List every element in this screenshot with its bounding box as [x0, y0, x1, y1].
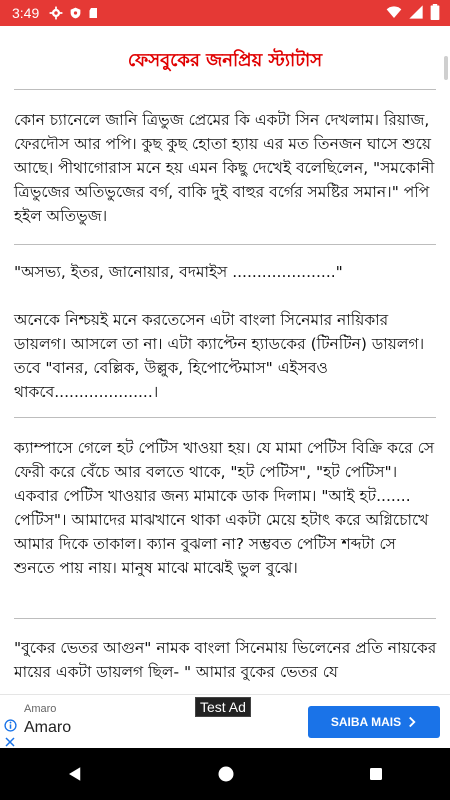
- back-icon[interactable]: [66, 765, 84, 783]
- navigation-bar: [0, 748, 450, 800]
- post-text: "বুকের ভেতর আগুন" নামক বাংলা সিনেমায় ভিলেনের প্রতি নায়কের মায়ের একটা ডায়লগ ছিল- " আমার বুকের ভেতর যে: [14, 639, 437, 681]
- divider: [14, 417, 436, 418]
- status-bar: [0, 0, 450, 26]
- ad-name[interactable]: Amaro: [24, 719, 72, 736]
- post-text: ক্যাম্পাসে গেলে হট পেটিস খাওয়া হয়। যে মামা পেটিস বিক্রি করে সে ফেরী করে বেঁচে আর বলতে থাকে, "হট পেটিস", "হট পেটিস"। একবার পেটিস খাওয়ার জন্য মামাকে ডাক দিলাম। "আই হট....... পেটিস"। আমাদের মাঝখানে থাকা একটা মেয়ে হটাৎ করে অগ্নিচোখে আমার দিকে তাকাল। ক্যান বুঝলা না? সম্ভবত পেটিস শব্দটা সে শুনতে পায় নায়। মানুষ মাঝে মাঝেই ভুল বুঝে।: [14, 439, 435, 577]
- signal-icon: [408, 4, 424, 20]
- post-item[interactable]: [14, 108, 438, 228]
- divider: [14, 618, 436, 619]
- page-title: ফেসবুকের জনপ্রিয় স্ট্যাটাস: [127, 50, 323, 71]
- content-scroll-area[interactable]: [0, 26, 450, 694]
- ad-small-label: Amaro: [24, 703, 57, 715]
- divider: [14, 89, 436, 90]
- sd-card-icon: [88, 6, 100, 20]
- post-item[interactable]: [14, 436, 438, 580]
- battery-icon: [430, 4, 440, 20]
- post-text: "অসভ্য, ইতর, জানোয়ার, বদমাইস .....................": [14, 263, 343, 281]
- chevron-right-icon: [407, 716, 417, 728]
- gear-icon: [49, 6, 63, 20]
- ad-banner[interactable]: [0, 694, 450, 749]
- test-ad-label: Test Ad: [195, 697, 251, 717]
- ad-button-label: SAIBA MAIS: [330, 715, 402, 729]
- wifi-icon: [386, 4, 402, 20]
- status-time: 3:49: [12, 5, 40, 21]
- divider: [14, 244, 436, 245]
- post-text: কোন চ্যানেলে জানি ত্রিভুজ প্রেমের কি একটা সিন দেখলাম। রিয়াজ, ফেরদৌস আর পপি। কুছ কুছ হোতা হ্যায় এর মত তিনজন ঘাসে শুয়ে আছে। পীথাগোরাস মনে হয় এমন কিছু দেখেই বলেছিলেন, "সমকোনী ত্রিভুজের অতিভুজের বর্গ, বাকি দুই বাহুর বর্গের সমষ্টির সমান।" পপি হইল অতিভুজ।: [14, 111, 435, 225]
- shield-icon: [69, 6, 82, 20]
- saiba-mais-button[interactable]: [308, 706, 440, 738]
- post-text: অনেকে নিশ্চয়ই মনে করতেসেন এটা বাংলা সিনেমার নায়িকার ডায়লগ। আসলে তা না। এটা ক্যাপ্টেন হ্যাডকের (টিনটিন) ডায়লগ। তবে "বানর, বেল্লিক, উল্লুক, হিপোপ্টেমাস" এইসবও থাকবে....................।: [14, 311, 425, 401]
- recents-icon[interactable]: [368, 766, 384, 782]
- post-item[interactable]: [14, 260, 438, 404]
- home-icon[interactable]: [216, 764, 236, 784]
- post-item[interactable]: [14, 636, 438, 684]
